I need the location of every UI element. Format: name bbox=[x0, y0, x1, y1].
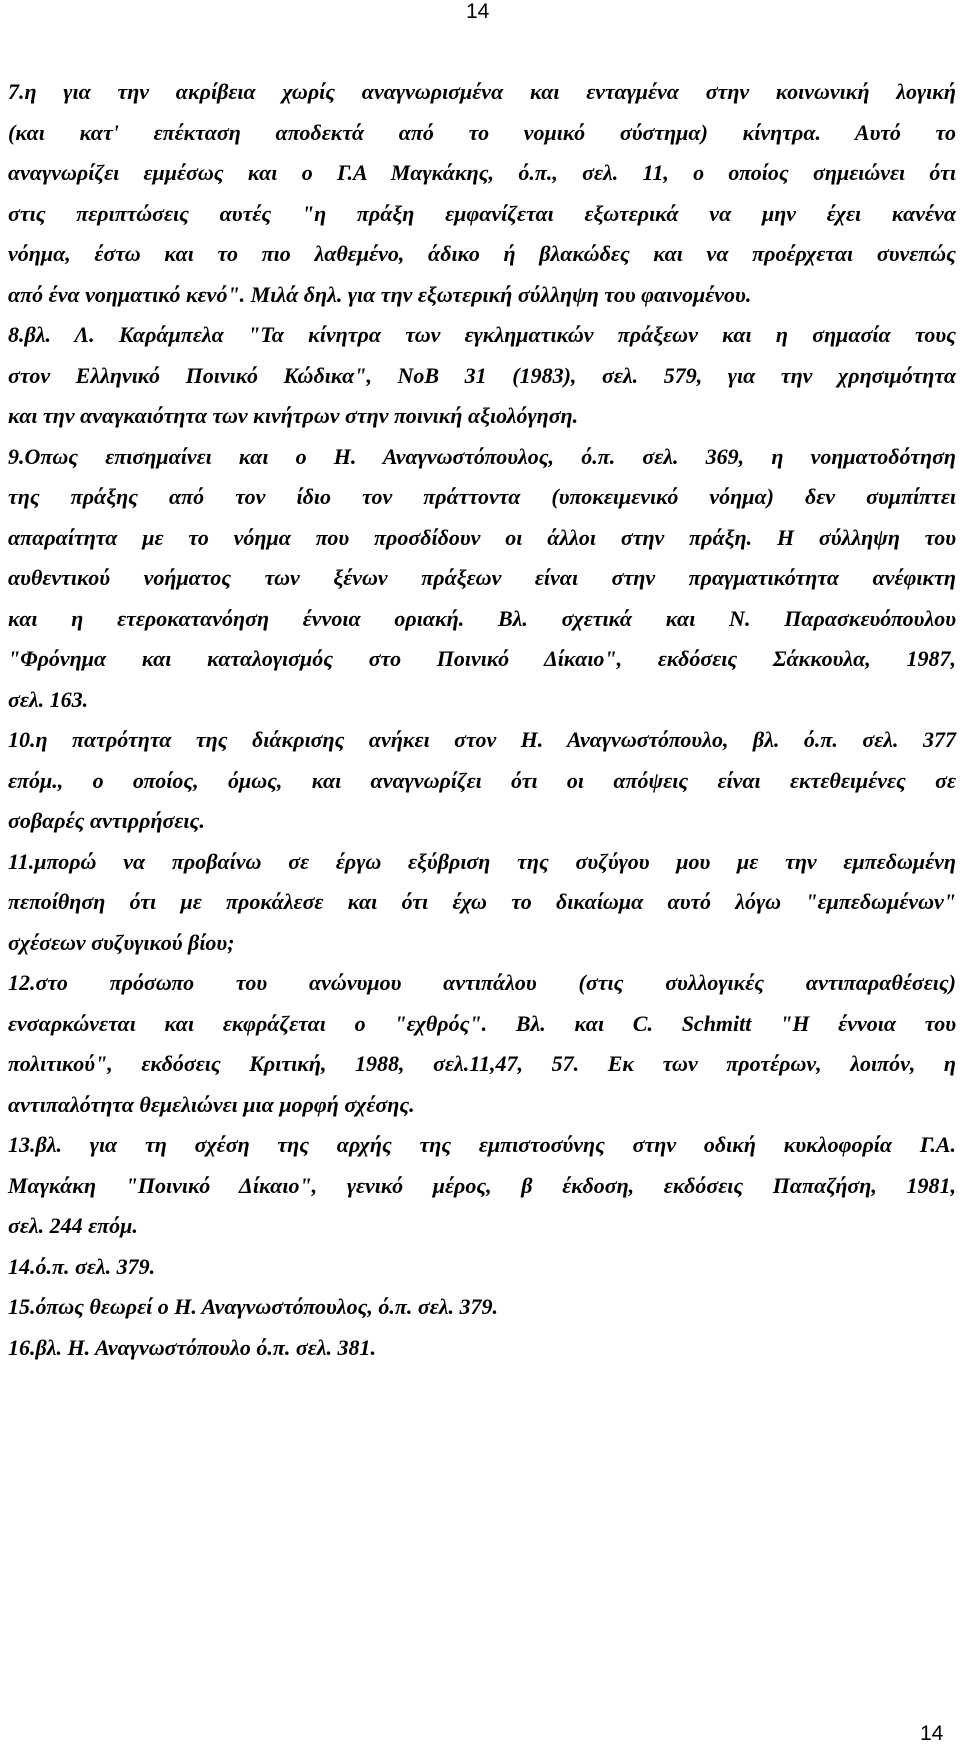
text-line: επόμ., ο οποίος, όμως, και αναγνωρίζει ότι οι απόψεις είναι εκτεθειμένες σε bbox=[8, 767, 956, 793]
text-line: 16.βλ. Η. Αναγνωστόπουλο ό.π. σελ. 381. bbox=[8, 1334, 377, 1360]
text-line: απαραίτητα με το νόημα που προσδίδουν οι άλλοι στην πράξη. Η σύλληψη του bbox=[8, 524, 956, 550]
text-line: νόημα, έστω και το πιο λαθεμένο, άδικο ή βλακώδες και να προέρχεται συνεπώς bbox=[8, 241, 956, 266]
text-line: σελ. 244 επόμ. bbox=[8, 1213, 138, 1238]
text-line: πολιτικού", εκδόσεις Κριτική, 1988, σελ.11,47, 57. Εκ των προτέρων, λοιπόν, η bbox=[8, 1051, 956, 1076]
text-line: και την αναγκαιότητα των κινήτρων στην ποινική αξιολόγηση. bbox=[8, 403, 579, 428]
text-line: αναγνωρίζει εμμέσως και ο Γ.Α Μαγκάκης, ό.π., σελ. 11, ο οποίος σημειώνει ότι bbox=[8, 160, 956, 185]
text-line: 15.όπως θεωρεί ο Η. Αναγνωστόπουλος, ό.π. σελ. 379. bbox=[8, 1294, 499, 1319]
text-line: αυθεντικού νοήματος των ξένων πράξεων είναι στην πραγματικότητα ανέφικτη bbox=[8, 565, 956, 590]
page-number-bottom: 14 bbox=[920, 1722, 944, 1745]
text-line: σελ. 163. bbox=[8, 686, 89, 712]
text-line: της πράξης από τον ίδιο τον πράττοντα (υποκειμενικό νόημα) δεν συμπίπτει bbox=[8, 484, 956, 509]
text-line: σχέσεων συζυγικού βίου; bbox=[8, 929, 235, 955]
text-line: 14.ό.π. σελ. 379. bbox=[8, 1253, 156, 1279]
text-line: σοβαρές αντιρρήσεις. bbox=[8, 808, 205, 833]
text-line: ενσαρκώνεται και εκφράζεται ο "εχθρός". Βλ. και C. Schmitt "Η έννοια του bbox=[8, 1010, 956, 1036]
text-line: πεποίθηση ότι με προκάλεσε και ότι έχω το δικαίωμα αυτό λόγω "εμπεδωμένων" bbox=[8, 889, 956, 914]
text-line: "Φρόνημα και καταλογισμός στο Ποινικό Δίκαιο", εκδόσεις Σάκκουλα, 1987, bbox=[8, 646, 956, 671]
text-line: (και κατ' επέκταση αποδεκτά από το νομικό σύστημα) κίνητρα. Αυτό το bbox=[8, 119, 956, 145]
text-line: στις περιπτώσεις αυτές "η πράξη εμφανίζεται εξωτερικά να μην έχει κανένα bbox=[8, 200, 956, 226]
text-line: αντιπαλότητα θεμελιώνει μια μορφή σχέσης. bbox=[8, 1091, 415, 1117]
text-line: 8.βλ. Λ. Καράμπελα "Τα κίνητρα των εγκληματικών πράξεων και η σημασία τους bbox=[8, 322, 956, 347]
text-line: 11.μπορώ να προβαίνω σε έργω εξύβριση της συζύγου μου με την εμπεδωμένη bbox=[8, 848, 956, 874]
footnotes-text bbox=[8, 72, 956, 1368]
page-number-top: 14 bbox=[466, 0, 490, 23]
text-line: 12.στο πρόσωπο του ανώνυμου αντιπάλου (στις συλλογικές αντιπαραθέσεις) bbox=[8, 970, 956, 995]
text-line: και η ετεροκατανόηση έννοια οριακή. Βλ. σχετικά και Ν. Παρασκευόπουλου bbox=[8, 605, 956, 631]
text-line: 10.η πατρότητα της διάκρισης ανήκει στον Η. Αναγνωστόπουλο, βλ. ό.π. σελ. 377 bbox=[8, 727, 956, 752]
text-line: από ένα νοηματικό κενό". Μιλά δηλ. για την εξωτερική σύλληψη του φαινομένου. bbox=[8, 281, 752, 307]
text-line: στον Ελληνικό Ποινικό Κώδικα", ΝοΒ 31 (1983), σελ. 579, για την χρησιμότητα bbox=[8, 362, 956, 388]
text-line: Μαγκάκη "Ποινικό Δίκαιο", γενικό μέρος, β έκδοση, εκδόσεις Παπαζήση, 1981, bbox=[8, 1172, 956, 1198]
text-line: 9.Οπως επισημαίνει και ο Η. Αναγνωστόπουλος, ό.π. σελ. 369, η νοηματοδότηση bbox=[8, 443, 956, 469]
text-line: 13.βλ. για τη σχέση της αρχής της εμπιστοσύνης στην οδική κυκλοφορία Γ.Α. bbox=[8, 1132, 956, 1157]
text-line: 7.η για την ακρίβεια χωρίς αναγνωρισμένα και ενταγμένα στην κοινωνική λογική bbox=[8, 79, 956, 104]
